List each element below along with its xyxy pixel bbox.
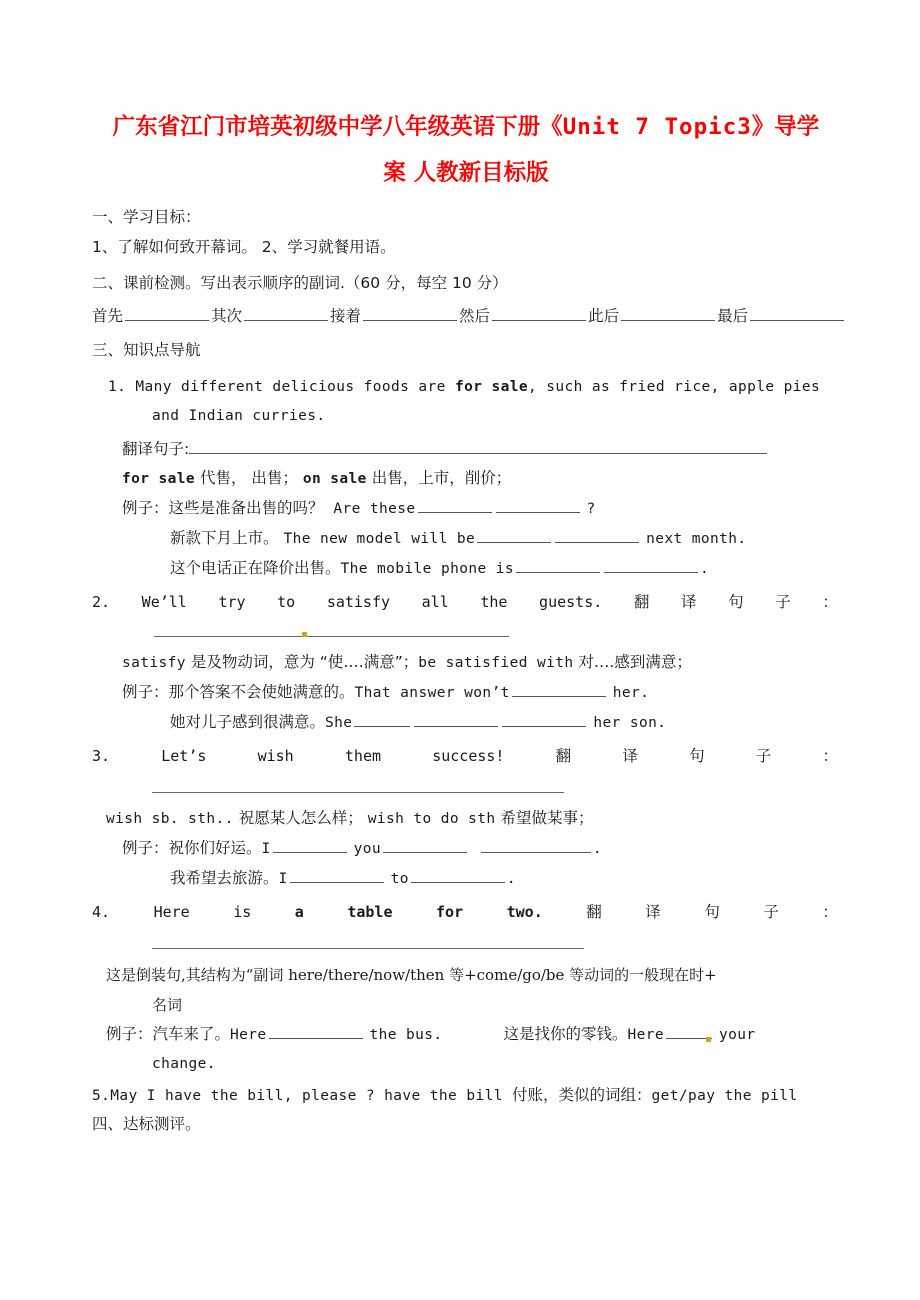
item4-ex2-en-a: Here <box>627 1027 665 1043</box>
blank-field[interactable] <box>502 711 586 727</box>
section3-heading: 三、知识点导航 <box>92 341 201 359</box>
item2-word-2: to <box>277 593 296 611</box>
item2-number: 2. <box>92 593 111 611</box>
blank-field[interactable] <box>269 1023 363 1039</box>
item3-note <box>92 804 840 834</box>
example-label: 例子： <box>122 499 169 517</box>
highlight-mark <box>302 632 307 637</box>
blank-field[interactable] <box>492 305 586 321</box>
item4-ex1-cn: 汽车来了。 <box>152 1025 231 1043</box>
item1-note <box>92 464 840 494</box>
ordinal-3: 然后 <box>459 307 491 325</box>
item4-ex2-en-b: your <box>718 1027 756 1043</box>
item1-example-2 <box>92 524 840 554</box>
blank-field[interactable] <box>414 711 498 727</box>
item4-ex2-cn: 这是找你的零钱。 <box>503 1025 628 1043</box>
item3-ex2-en-a: I <box>278 871 288 887</box>
example2-en-a: The new model will be <box>283 531 476 547</box>
item5-text-cn: 付账，类似的词组： <box>511 1086 652 1104</box>
example3-cn: 这个电话正在降价出售。 <box>170 559 341 577</box>
ordinal-5: 最后 <box>717 307 749 325</box>
item4-example-2-cont: change. <box>152 1056 216 1072</box>
item1-note-cn-2: 出售，上市，削价； <box>366 469 512 487</box>
item4-cn-1: 译 <box>645 903 661 921</box>
item3-note-cn-1: 祝愿某人怎么样； <box>233 809 368 827</box>
blank-field[interactable] <box>481 837 591 853</box>
example2-en-b: next month. <box>646 531 747 547</box>
example-label: 例子： <box>106 1025 153 1043</box>
example1-cn: 这些是准备出售的吗？ <box>168 499 324 517</box>
section2-ordinal-blanks <box>92 302 840 331</box>
item5-text-a: 5.May I have the bill, please ? have the bill <box>92 1088 512 1104</box>
item1-example-1 <box>92 494 840 524</box>
item2-note-en-1: satisfy <box>122 655 186 671</box>
item3-word-3: success! <box>432 747 505 765</box>
item3-ex2-en-b: to <box>390 871 409 887</box>
item1-number: 1. <box>108 379 127 395</box>
item1-example-3 <box>92 554 840 584</box>
blank-field[interactable] <box>244 305 328 321</box>
item3-ex1-en-b: you <box>353 841 381 857</box>
item3-note-en-1: wish sb. sth.. <box>106 811 234 827</box>
item2-sentence <box>92 587 840 617</box>
ordinal-2: 接着 <box>330 307 362 325</box>
blank-field[interactable] <box>750 305 844 321</box>
item2-word-4: all <box>421 593 449 611</box>
section2-heading: 二、课前检测。写出表示顺序的副词.（60 分，每空 10 分） <box>92 274 508 292</box>
blank-field[interactable] <box>273 837 347 853</box>
example2-cn: 新款下月上市。 <box>170 529 279 547</box>
item4-answer-blank[interactable] <box>152 948 584 949</box>
item2-cn-3: 子 <box>775 593 791 611</box>
item1-note-cn-1: 代售， 出售； <box>195 469 303 487</box>
blank-field[interactable] <box>363 305 457 321</box>
item2-cn-2: 句 <box>728 593 744 611</box>
item2-word-3: satisfy <box>326 593 391 611</box>
item2-word-0: We’ll <box>141 593 187 611</box>
item3-ex2-en-c: . <box>506 871 516 887</box>
item2-ex2-cn: 她对儿子感到很满意。 <box>170 713 326 731</box>
item2-ex1-en-a: That answer won’t <box>354 685 510 701</box>
title-cn-suffix: 》导学 <box>751 114 820 140</box>
item3-ex1-cn: 祝你们好运。 <box>168 839 262 857</box>
item2-cn-4: ： <box>822 593 838 611</box>
item3-example-1 <box>92 834 840 864</box>
translate-label: 翻译句子: <box>122 440 190 458</box>
blank-field[interactable] <box>516 557 600 573</box>
item4-word-1: is <box>233 903 252 921</box>
blank-field[interactable] <box>512 681 606 697</box>
example1-en-a: Are these <box>333 501 416 517</box>
item3-word-0: Let’s <box>161 747 207 765</box>
blank-field[interactable] <box>418 497 492 513</box>
blank-field[interactable] <box>621 305 715 321</box>
item1-sentence-line1 <box>92 373 840 402</box>
ordinal-0: 首先 <box>92 307 124 325</box>
item3-cn-0: 翻 <box>555 747 572 765</box>
item4-cn-4: ： <box>822 903 838 921</box>
section4-heading: 四、达标测评。 <box>92 1115 201 1133</box>
title-line2: 案 人教新目标版 <box>383 160 549 186</box>
highlight-mark <box>706 1037 711 1042</box>
item3-ex2-cn: 我希望去旅游。 <box>170 869 279 887</box>
item3-word-2: them <box>344 747 382 765</box>
item4-cn-2: 句 <box>704 903 720 921</box>
item3-sentence <box>92 741 840 771</box>
item2-note-cn-2: 对….感到满意； <box>573 653 692 671</box>
example3-en-b: . <box>699 561 710 577</box>
item3-note-en-2: wish to do sth <box>367 811 496 827</box>
example1-en-b: ? <box>586 501 596 517</box>
translate-blank[interactable] <box>189 439 767 454</box>
item1-bold-phrase: for sale <box>454 379 528 395</box>
item4-word-4: for <box>436 903 464 921</box>
item4-number: 4. <box>92 903 111 921</box>
document-content <box>92 104 840 1138</box>
item2-ex1-en-b: her. <box>612 685 650 701</box>
ordinal-1: 其次 <box>211 307 243 325</box>
item4-word-3: table <box>347 903 393 921</box>
item2-note-en-2: be satisfied with <box>418 655 574 671</box>
title-cn-prefix: 广东省江门市培英初级中学八年级英语下册《 <box>112 114 563 140</box>
blank-field[interactable] <box>496 497 580 513</box>
example3-en-a: The mobile phone is <box>340 561 514 577</box>
item3-word-1: wish <box>257 747 294 765</box>
blank-field[interactable] <box>666 1023 712 1039</box>
item2-word-5: the <box>480 593 508 611</box>
item4-note-line1: 这是倒装句,其结构为“副词 here/there/now/then 等+come/go/be 等动词的一般现在时+ <box>106 966 717 984</box>
item2-word-1: try <box>218 593 246 611</box>
item4-example-1 <box>92 1020 840 1050</box>
blank-field[interactable] <box>604 557 698 573</box>
item2-word-6: guests. <box>539 593 603 611</box>
blank-field[interactable] <box>354 711 410 727</box>
example-label: 例子： <box>122 839 169 857</box>
item2-example-1 <box>92 678 840 708</box>
item1-text-a: Many different delicious foods are <box>135 379 455 395</box>
item2-example-2 <box>92 708 840 738</box>
title-en: Unit 7 Topic3 <box>562 114 752 140</box>
item4-word-2: a <box>294 903 304 921</box>
item2-cn-1: 译 <box>681 593 697 611</box>
item2-note <box>92 648 840 678</box>
item4-cn-0: 翻 <box>586 903 602 921</box>
item3-example-2 <box>92 864 840 894</box>
item3-ex1-en-a: I <box>261 841 271 857</box>
item3-cn-2: 句 <box>689 747 705 765</box>
item4-ex1-en-a: Here <box>230 1027 267 1043</box>
section1-objectives: 1、了解如何致开幕词。 2、学习就餐用语。 <box>92 238 396 256</box>
item4-sentence <box>92 897 840 927</box>
blank-field[interactable] <box>477 527 551 543</box>
item5-text-b: get/pay the pill <box>651 1088 798 1104</box>
item3-answer-blank[interactable] <box>152 792 564 793</box>
blank-field[interactable] <box>411 867 505 883</box>
item5-line <box>92 1081 840 1111</box>
blank-field[interactable] <box>555 527 639 543</box>
item1-text-b: , such as fried rice, apple pies <box>528 379 821 395</box>
example-label: 例子： <box>122 683 169 701</box>
item2-note-cn-1: 是及物动词，意为 “使….满意”； <box>185 653 419 671</box>
item1-sentence-line2: and Indian curries. <box>152 408 326 424</box>
item2-answer-blank[interactable] <box>154 636 509 637</box>
item3-cn-4: ： <box>822 747 838 765</box>
blank-field[interactable] <box>125 305 209 321</box>
blank-field[interactable] <box>383 837 467 853</box>
page-title <box>92 104 840 196</box>
section1-heading: 一、学习目标： <box>92 208 201 226</box>
item2-ex2-en-b: her son. <box>593 715 667 731</box>
item1-note-bold-1: for sale <box>122 471 196 487</box>
item1-note-bold-2: on sale <box>302 471 367 487</box>
item3-cn-3: 子 <box>755 747 772 765</box>
item1-translate-row <box>92 435 840 464</box>
item4-cn-3: 子 <box>763 903 779 921</box>
item4-note-line2: 名词 <box>152 996 183 1014</box>
item3-cn-1: 译 <box>622 747 638 765</box>
item4-word-5: two. <box>506 903 543 921</box>
item2-cn-0: 翻 <box>633 593 650 611</box>
blank-field[interactable] <box>290 867 384 883</box>
ordinal-4: 此后 <box>588 307 620 325</box>
item4-ex1-en-b: the bus. <box>369 1027 443 1043</box>
item2-ex1-cn: 那个答案不会使她满意的。 <box>168 683 355 701</box>
item2-ex2-en-a: She <box>325 715 353 731</box>
item3-note-cn-2: 希望做某事； <box>495 809 594 827</box>
item3-number: 3. <box>92 747 111 765</box>
item4-word-0: Here <box>153 903 190 921</box>
item3-ex1-en-c: . <box>592 841 602 857</box>
